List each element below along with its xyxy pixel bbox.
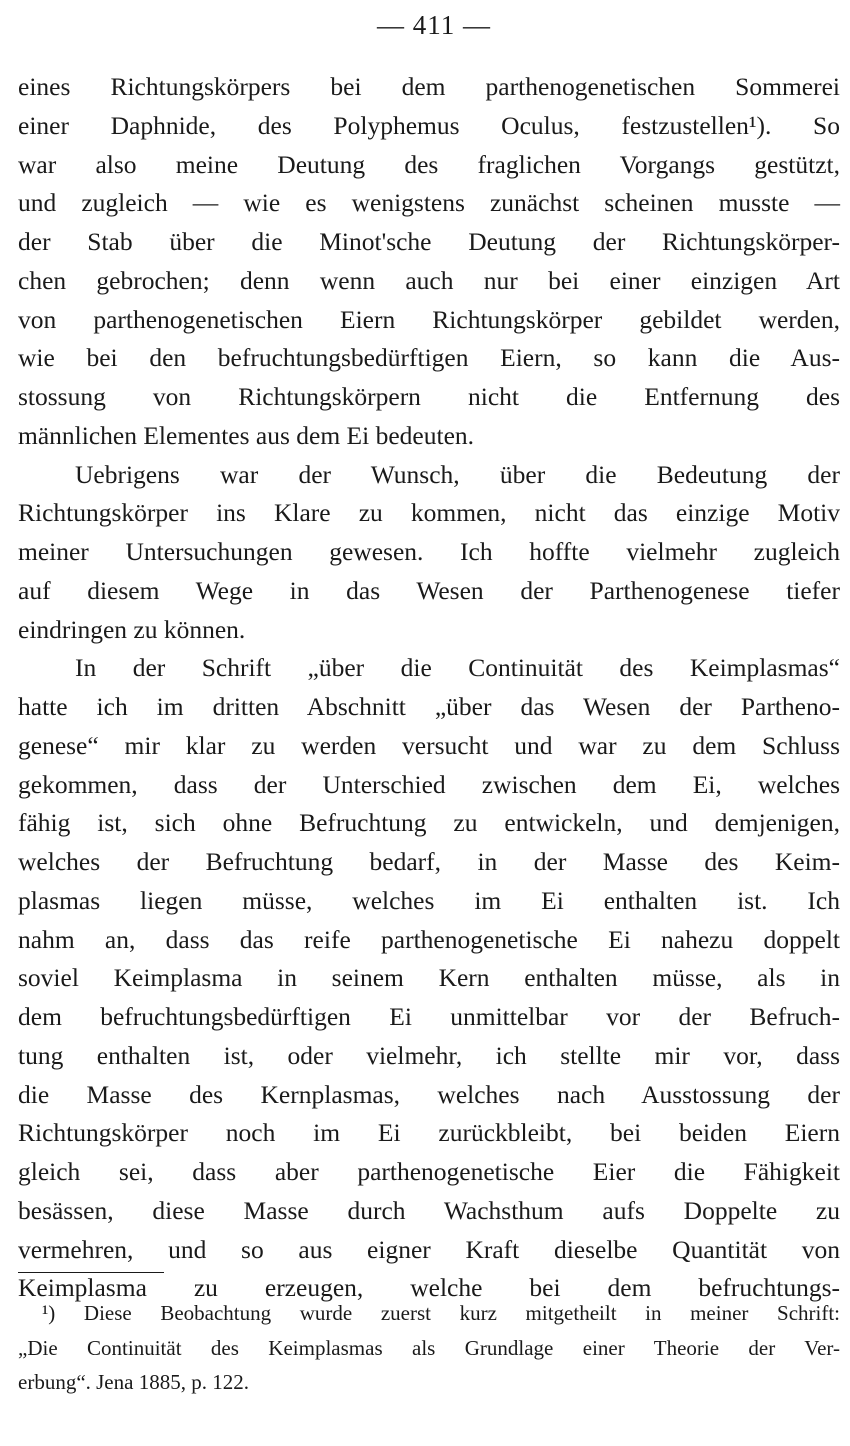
- text-line: eindringen zu können.: [18, 614, 246, 644]
- text-line: von parthenogenetischen Eiern Richtungskörper gebildet werden,: [18, 304, 840, 334]
- footnote-line: ¹) Diese Beobachtung wurde zuerst kurz mitgetheilt in meiner Schrift:: [42, 1301, 840, 1325]
- text-line: nahm an, dass das reife parthenogenetische Ei nahezu doppelt: [18, 924, 840, 954]
- text-line: die Masse des Kernplasmas, welches nach Ausstossung der: [18, 1079, 840, 1109]
- text-line: Keimplasma zu erzeugen, welche bei dem befruchtungs-: [18, 1273, 840, 1303]
- footnote-line: „Die Continuität des Keimplasmas als Grundlage einer Theorie der Ver-: [18, 1335, 840, 1360]
- text-line: besässen, diese Masse durch Wachsthum aufs Doppelte zu: [18, 1195, 840, 1225]
- text-line: vermehren, und so aus eigner Kraft dieselbe Quantität von: [18, 1234, 840, 1264]
- text-line: soviel Keimplasma in seinem Kern enthalten müsse, als in: [18, 963, 840, 993]
- text-line: welches der Befruchtung bedarf, in der Masse des Keim-: [18, 847, 840, 876]
- page-number: — 411 —: [377, 10, 491, 40]
- text-line: war also meine Deutung des fraglichen Vorgangs gestützt,: [18, 149, 840, 179]
- text-line: stossung von Richtungskörpern nicht die Entfernung des: [18, 382, 840, 411]
- text-line: gekommen, dass der Unterschied zwischen dem Ei, welches: [18, 769, 840, 799]
- body-text: [18, 68, 840, 1308]
- text-line: wie bei den befruchtungsbedürftigen Eiern, so kann die Aus-: [18, 343, 840, 373]
- text-line: Uebrigens war der Wunsch, über die Bedeutung der: [75, 459, 840, 489]
- text-line: fähig ist, sich ohne Befruchtung zu entwickeln, und demjenigen,: [18, 808, 840, 838]
- text-line: Richtungskörper ins Klare zu kommen, nicht das einzige Motiv: [18, 498, 840, 528]
- footnote-line: erbung“. Jena 1885, p. 122.: [18, 1370, 249, 1394]
- text-line: Richtungskörper noch im Ei zurückbleibt, bei beiden Eiern: [18, 1118, 840, 1148]
- text-line: dem befruchtungsbedürftigen Ei unmittelbar vor der Befruch-: [18, 1002, 840, 1031]
- text-line: genese“ mir klar zu werden versucht und war zu dem Schluss: [18, 730, 840, 760]
- text-line: In der Schrift „über die Continuität des Keimplasmas“: [75, 653, 840, 683]
- text-line: eines Richtungskörpers bei dem parthenogenetischen Sommerei: [18, 72, 840, 101]
- text-line: gleich sei, dass aber parthenogenetische Eier die Fähigkeit: [18, 1157, 840, 1186]
- footnote-divider: [18, 1272, 164, 1273]
- text-line: einer Daphnide, des Polyphemus Oculus, festzustellen¹). So: [18, 110, 840, 140]
- text-line: männlichen Elementes aus dem Ei bedeuten.: [18, 420, 475, 450]
- text-line: und zugleich — wie es wenigstens zunächst scheinen musste —: [18, 188, 840, 218]
- text-line: der Stab über die Minot'sche Deutung der Richtungskörper-: [18, 227, 840, 256]
- text-line: plasmas liegen müsse, welches im Ei enthalten ist. Ich: [18, 885, 840, 915]
- text-line: chen gebrochen; denn wenn auch nur bei einer einzigen Art: [18, 265, 840, 295]
- text-line: meiner Untersuchungen gewesen. Ich hoffte vielmehr zugleich: [18, 537, 840, 566]
- text-line: hatte ich im dritten Abschnitt „über das Wesen der Partheno-: [18, 692, 840, 721]
- footnote: [18, 1296, 840, 1400]
- text-line: tung enthalten ist, oder vielmehr, ich stellte mir vor, dass: [18, 1040, 840, 1070]
- text-line: auf diesem Wege in das Wesen der Parthenogenese tiefer: [18, 575, 840, 605]
